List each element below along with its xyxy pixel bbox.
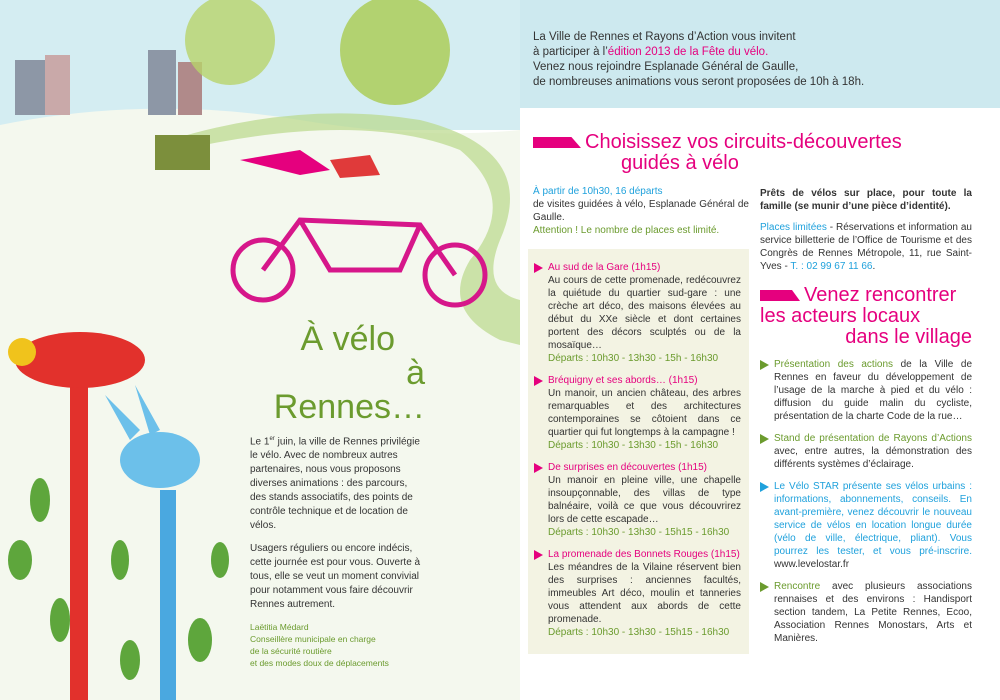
circuit-times: Départs : 10h30 - 13h30 - 15h15 - 16h30 xyxy=(548,527,730,538)
village-item xyxy=(760,358,972,423)
village-item-text: de la Ville de Rennes en faveur du développement de l’usage de la marche à pied et du vélo : diffusion du guide malin du cycliste, présentation de la charte Code de la rue… xyxy=(774,359,973,422)
triangle-bullet-icon xyxy=(534,550,543,560)
village-item xyxy=(760,580,972,645)
village-item-lead: Stand de présentation de Rayons d’Actions xyxy=(774,433,972,444)
title-line2: à Rennes… xyxy=(273,354,425,426)
village-item xyxy=(760,432,972,471)
circuit-text: Au cours de cette promenade, redécouvrez la quiétude du quartier sud-gare : une crèche art déco, des maisons élevées au début du XXe siècle et dont certaines portent des décors sculptés ou de la mosaïque… xyxy=(548,275,741,351)
intro-line: La Ville de Rennes et Rayons d’Action vous invitent xyxy=(533,31,796,43)
triangle-bullet-icon xyxy=(534,376,543,386)
loans-text: - Réservations et information au service billetterie de l’Office de Tourisme et des Congrès de Rennes Métropole, 11, rue Saint-Yves - xyxy=(760,222,972,272)
circuit-text: Un manoir en pleine ville, une chapelle insoupçonnable, des villas de type balnéaire, voilà ce que vous découvrirez lors de cette escapade… xyxy=(548,475,741,525)
places-limited: Places limitées xyxy=(760,222,827,233)
circuit-item xyxy=(534,261,741,365)
circuit-item xyxy=(534,548,741,639)
circuit-text: Un manoir, un ancien château, des arbres remarquables et des architectures contemporaines se côtoient dans ce quartier qui fut longtemps à la campagne ! xyxy=(548,388,741,438)
village-item-text: avec, entre autres, la démonstration des différents systèmes d’éclairage. xyxy=(774,446,972,470)
circuits-start: À partir de 10h30, 16 départs xyxy=(533,186,663,197)
website-link[interactable]: www.levelostar.fr xyxy=(774,559,850,570)
circuits-intro xyxy=(528,185,749,237)
circuits-heading xyxy=(533,132,943,174)
heading-bar-decoration xyxy=(533,137,581,148)
triangle-bullet-icon xyxy=(760,434,769,444)
intro-line: de nombreuses animations vous seront proposées de 10h à 18h. xyxy=(533,76,865,88)
circuits-warning: Attention ! Le nombre de places est limité. xyxy=(533,225,720,236)
circuits-heading-line1: Choisissez vos circuits-découvertes xyxy=(585,131,902,153)
loans-bold: Prêts de vélos sur place, pour toute la famille (se munir d’une pièce d’identité). xyxy=(760,188,972,212)
signature-name: Laëtitia Médard xyxy=(250,622,309,633)
circuit-times: Départs : 10h30 - 13h30 - 15h15 - 16h30 xyxy=(548,627,730,638)
right-column xyxy=(760,187,972,654)
article-paragraph: Usagers réguliers ou encore indécis, cette journée est pour vous. Ouverte à tous, elle se veut un moment convivial pour notamment vous faire découvrir Rennes autrement. xyxy=(250,543,421,611)
village-item-lead: Le Vélo STAR présente ses vélos urbains : informations, abonnements, conseils. En avant-première, venez découvrir le nouveau service de vélos en location longue durée (vélo de ville, électrique, pliant). Vous pourrez les tester, et vous pré-inscrire. xyxy=(774,481,972,557)
circuits-heading-line2: guidés à vélo xyxy=(621,152,739,174)
intro-line xyxy=(533,45,973,60)
triangle-bullet-icon xyxy=(534,263,543,273)
intro-text xyxy=(533,30,973,90)
village-item-lead: Rencontre xyxy=(774,581,821,592)
signature-role: de la sécurité routière xyxy=(250,646,332,657)
village-heading xyxy=(760,285,972,348)
village-heading-line3: dans le village xyxy=(845,326,972,348)
circuit-title: Au sud de la Gare (1h15) xyxy=(548,262,661,273)
left-article xyxy=(250,322,425,669)
text-part: juin, la ville de Rennes privilégie le vélo. Avec de nombreux autres partenaires, nous vous proposons diverses animations : des parcours, des stands associatifs, des points de contrôle technique et de location de vélos. xyxy=(250,436,420,532)
village-item xyxy=(760,480,972,571)
village-item-text: avec plusieurs associations rennaises et des environs : Handisport section tandem, La Petite Rennes, Ecoo, Association Rennes Monostars, Arts et Manières. xyxy=(774,581,972,644)
circuit-times: Départs : 10h30 - 13h30 - 15h - 16h30 xyxy=(548,353,719,364)
circuit-title: La promenade des Bonnets Rouges (1h15) xyxy=(548,549,740,560)
edition-highlight: édition 2013 de la Fête du vélo. xyxy=(607,46,769,58)
circuits-desc: de visites guidées à vélo, Esplanade Général de Gaulle. xyxy=(533,199,749,223)
village-heading-line1: Venez rencontrer xyxy=(804,284,957,306)
title-line1: À vélo xyxy=(300,320,395,358)
village-item-lead: Présentation des actions xyxy=(774,359,894,370)
village-heading-line2: les acteurs locaux xyxy=(760,305,921,327)
text-part: Le 1 xyxy=(250,436,270,448)
loans-end: . xyxy=(872,261,876,272)
circuit-title: Bréquigny et ses abords… (1h15) xyxy=(548,375,698,386)
intro-line: Venez nous rejoindre Esplanade Général de Gaulle, xyxy=(533,61,799,73)
middle-column xyxy=(528,185,749,654)
triangle-bullet-icon xyxy=(760,360,769,370)
triangle-bullet-icon xyxy=(760,482,769,492)
phone-number[interactable]: T. : 02 99 67 11 66 xyxy=(790,261,873,272)
heading-bar-decoration xyxy=(760,290,800,301)
signature-role: et des modes doux de déplacements xyxy=(250,658,389,669)
circuit-title: De surprises en découvertes (1h15) xyxy=(548,462,707,473)
bike-loans xyxy=(760,187,972,273)
triangle-bullet-icon xyxy=(534,463,543,473)
superscript: er xyxy=(269,436,275,442)
village-list xyxy=(760,358,972,654)
circuit-item xyxy=(534,461,741,539)
circuit-item xyxy=(534,374,741,452)
article-paragraph xyxy=(250,432,425,533)
signature-role: Conseillère municipale en charge xyxy=(250,634,376,645)
article-title xyxy=(250,322,425,424)
triangle-bullet-icon xyxy=(760,582,769,592)
circuit-text: Les méandres de la Vilaine réservent bien des surprises : anciennes facultés, immeubles Art déco, moulin et tanneries vous attendent aux abords de cette promenade. xyxy=(548,562,741,625)
circuits-list xyxy=(528,249,749,654)
signature xyxy=(250,621,425,669)
intro-text-part: à participer à l’ xyxy=(533,46,608,58)
circuit-times: Départs : 10h30 - 13h30 - 15h - 16h30 xyxy=(548,440,719,451)
